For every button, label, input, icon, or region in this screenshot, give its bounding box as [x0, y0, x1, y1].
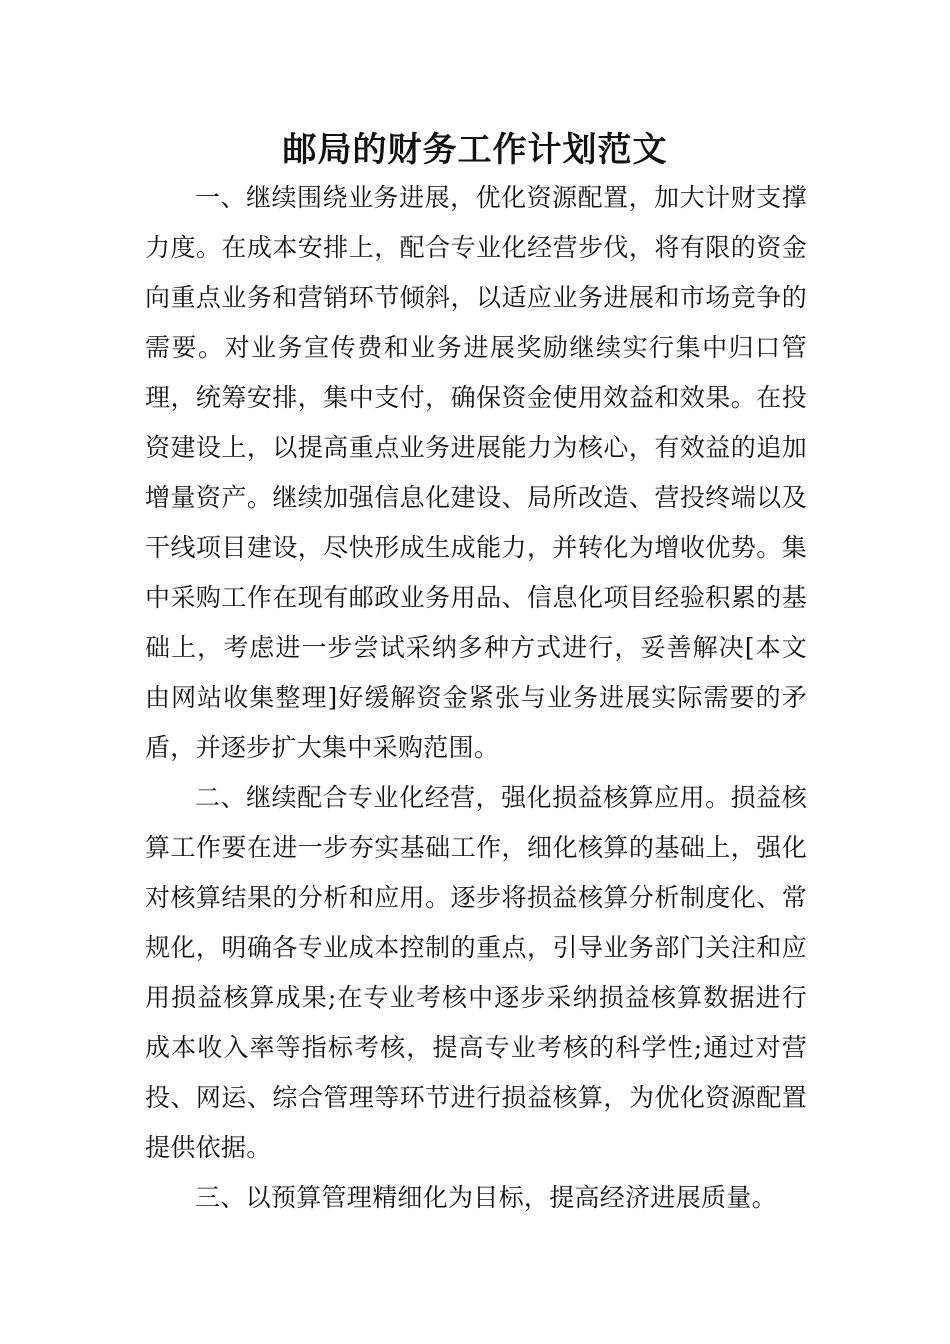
paragraph-2: 二、继续配合专业化经营，强化损益核算应用。损益核算工作要在进一步夯实基础工作，细化核算的基础上，强化对核算结果的分析和应用。逐步将损益核算分析制度化、常规化，明确各专业成本控制的重点，引导业务部门关注和应用损益核算成果;在专业考核中逐步采纳损益核算数据进行成本收入率等指标考核，提高专业考核的科学性;通过对营投、网运、综合管理等环节进行损益核算，为优化资源配置提供依据。 — [145, 783, 807, 1162]
document-body — [145, 173, 807, 1223]
paragraph-1: 一、继续围绕业务进展，优化资源配置，加大计财支撑力度。在成本安排上，配合专业化经营步伐，将有限的资金向重点业务和营销环节倾斜，以适应业务进展和市场竞争的需要。对业务宣传费和业务进展奖励继续实行集中归口管理，统筹安排，集中支付，确保资金使用效益和效果。在投资建设上，以提高重点业务进展能力为核心，有效益的追加增量资产。继续加强信息化建设、局所改造、营投终端以及干线项目建设，尽快形成生成能力，并转化为增收优势。集中采购工作在现有邮政业务用品、信息化项目经验积累的基础上，考虑进一步尝试采纳多种方式进行，妥善解决[本文由网站收集整理]好缓解资金紧张与业务进展实际需要的矛盾，并逐步扩大集中采购范围。 — [145, 183, 807, 762]
paragraph-3: 三、以预算管理精细化为目标，提高经济进展质量。 — [195, 1183, 777, 1212]
document-title: 邮局的财务工作计划范文 — [282, 130, 668, 170]
